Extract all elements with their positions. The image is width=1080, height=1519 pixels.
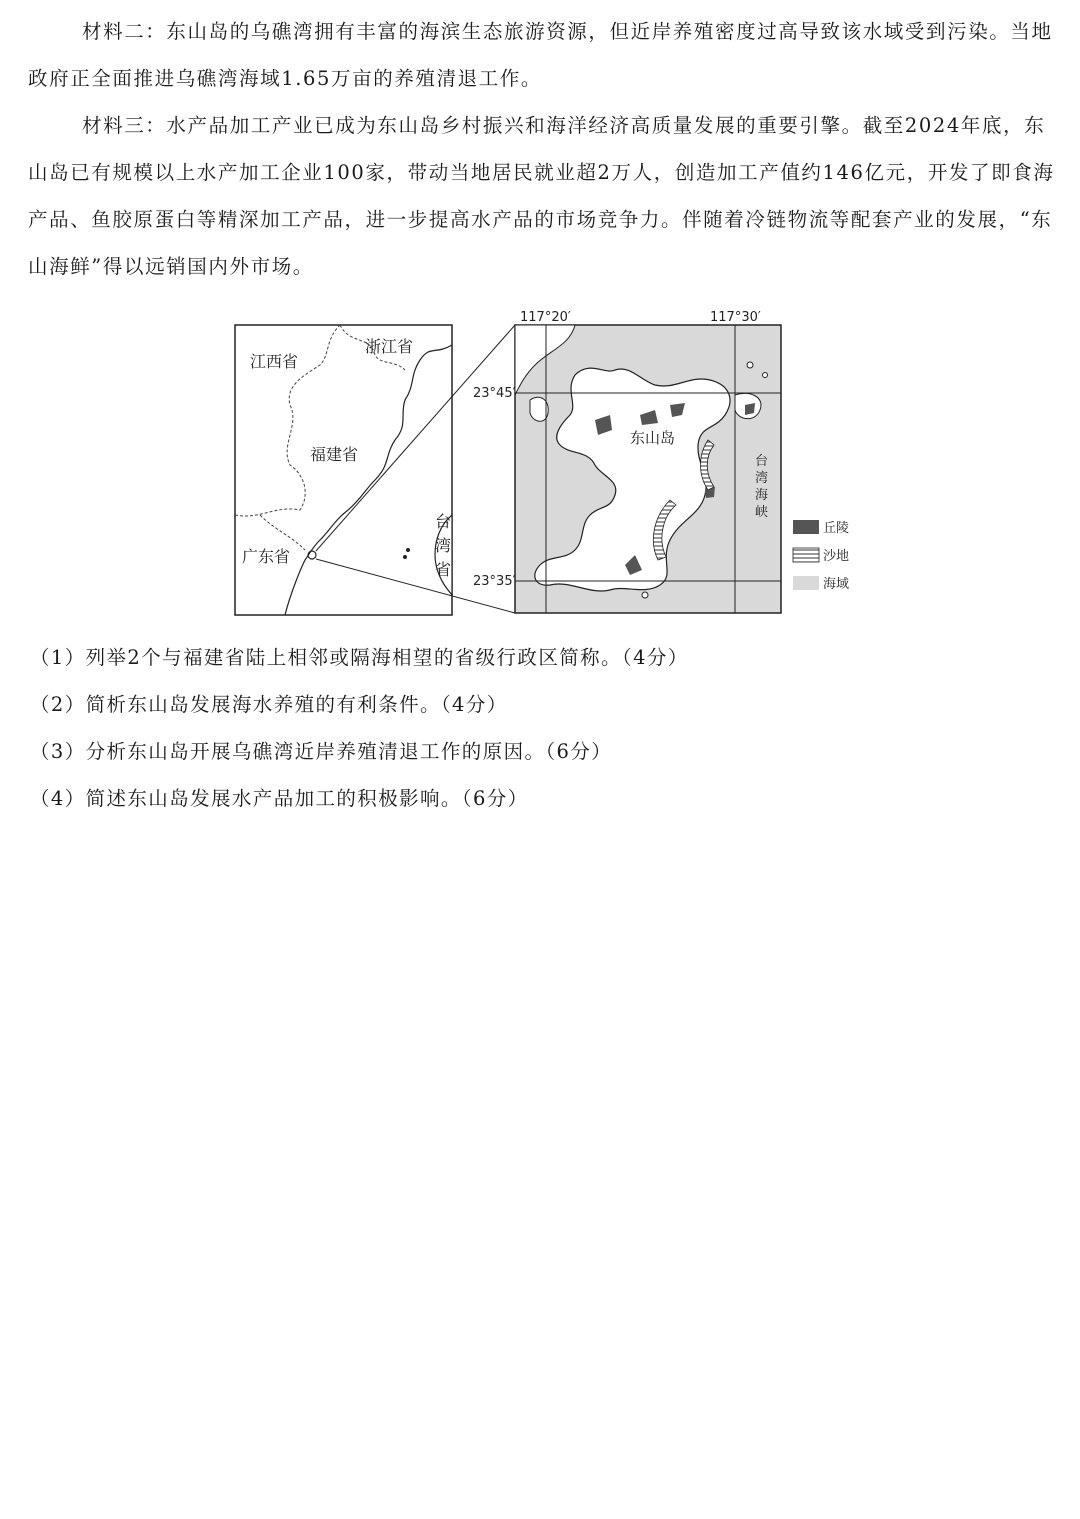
penghu-island-1 — [406, 548, 410, 552]
material-3-paragraph: 材料三：水产品加工产业已成为东山岛乡村振兴和海洋经济高质量发展的重要引擎。截至2024年底，东山岛已有规模以上水产加工企业100家，带动当地居民就业超2万人，创造加工产值约146亿元，开发了即食海产品、鱼胶原蛋白等精深加工产品，进一步提高水产品的市场竞争力。伴随着冷链物流等配套产业的发展，“东山海鲜”得以远销国内外市场。 — [28, 114, 1055, 278]
legend-sand-swatch — [793, 548, 819, 562]
label-taiwan-2: 湾 — [435, 536, 452, 555]
islet-ne-1 — [747, 362, 753, 368]
label-strait-4: 峡 — [755, 505, 769, 520]
map-svg — [230, 305, 870, 625]
label-lat-bottom: 23°35′ — [473, 574, 516, 589]
label-lon-right: 117°30′ — [710, 310, 761, 325]
legend-sand-label: 沙地 — [823, 549, 850, 564]
question-3: （3）分析东山岛开展乌礁湾近岸养殖清退工作的原因。（6分） — [30, 740, 613, 763]
penghu-island-2 — [403, 555, 407, 559]
regional-inset-map — [235, 325, 452, 615]
islet-south — [642, 592, 648, 598]
label-strait-3: 海 — [755, 488, 769, 503]
legend-hills-swatch — [793, 520, 819, 534]
label-taiwan-1: 台 — [435, 512, 452, 531]
dongshan-detail-map — [515, 325, 781, 613]
question-4: （4）简述东山岛发展水产品加工的积极影响。（6分） — [30, 787, 529, 810]
label-dongshan-island: 东山岛 — [630, 429, 676, 447]
material-2-paragraph: 材料二：东山岛的乌礁湾拥有丰富的海滨生态旅游资源，但近岸养殖密度过高导致该水域受到污染。当地政府正全面推进乌礁湾海域1.65万亩的养殖清退工作。 — [28, 20, 1053, 90]
label-lon-left: 117°20′ — [520, 310, 571, 325]
label-taiwan-3: 省 — [435, 560, 452, 579]
legend-sea-swatch — [793, 576, 819, 590]
map-figure — [230, 305, 870, 625]
question-1: （1）列举2个与福建省陆上相邻或隔海相望的省级行政区简称。（4分） — [30, 646, 689, 669]
label-fujian: 福建省 — [310, 445, 359, 464]
label-guangdong: 广东省 — [242, 547, 291, 566]
label-lat-top: 23°45′ — [473, 386, 516, 401]
label-jiangxi: 江西省 — [250, 352, 299, 371]
question-2: （2）简析东山岛发展海水养殖的有利条件。（4分） — [30, 693, 508, 716]
label-strait-1: 台 — [755, 454, 769, 469]
legend-sea-label: 海域 — [823, 577, 850, 592]
legend-hills-label: 丘陵 — [823, 521, 850, 536]
label-strait-2: 湾 — [755, 471, 769, 486]
label-zhejiang: 浙江省 — [365, 337, 414, 356]
map-legend — [793, 520, 849, 592]
islet-ne-2 — [763, 373, 768, 378]
